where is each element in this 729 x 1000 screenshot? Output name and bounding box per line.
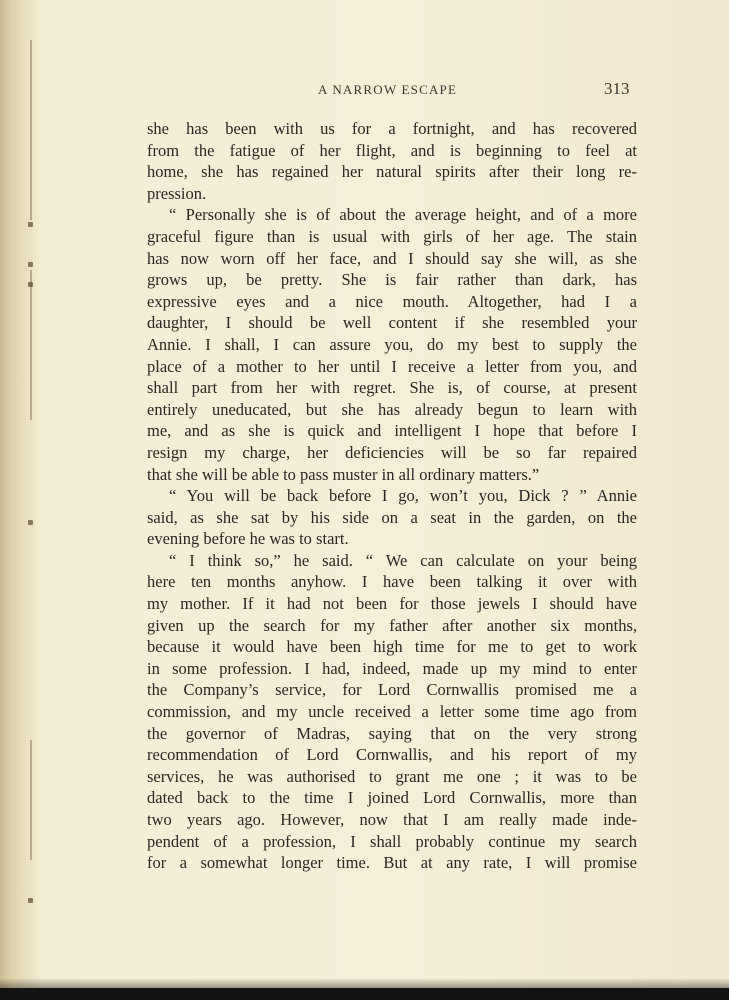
text-line: here ten months anyhow. I have been talking it over with [147, 572, 637, 592]
spine-shadow-line-middle [30, 270, 32, 420]
spine-shadow-line-upper [30, 40, 32, 220]
spine-mark [28, 262, 33, 267]
text-line: dated back to the time I joined Lord Cornwallis, more than [147, 788, 637, 808]
text-line: said, as she sat by his side on a seat in the garden, on the [147, 507, 637, 527]
scan-bottom-edge [0, 988, 729, 1000]
running-title: A NARROW ESCAPE [318, 82, 458, 97]
text-line: Annie. I shall, I can assure you, do my best to supply the [147, 334, 637, 354]
text-line: evening before he was to start. [147, 529, 349, 549]
text-line: she has been with us for a fortnight, and has recovered [147, 119, 637, 138]
bottom-shadow [0, 978, 729, 988]
text-line: “ Personally she is of about the average height, and of a more [169, 205, 637, 225]
text-line: for a somewhat longer time. But at any rate, I will promise [147, 853, 637, 873]
text-line: the Company’s service, for Lord Cornwallis promised me a [147, 680, 637, 700]
text-line: entirely uneducated, but she has already begun to learn with [147, 399, 637, 419]
text-line: because it would have been high time for me to get to work [147, 637, 637, 657]
text-line: has now worn off her face, and I should say she will, as she [147, 248, 637, 268]
text-line: daughter, I should be well content if she resembled your [147, 313, 637, 333]
page-binding-edge [0, 0, 40, 1000]
text-line: resign my charge, her deficiencies will be so far repaired [147, 442, 637, 462]
text-line: recommendation of Lord Cornwallis, and his report of my [147, 745, 637, 765]
text-line: graceful figure than is usual with girls of her age. The stain [147, 226, 637, 246]
text-line: “ I think so,” he said. “ We can calculate on your being [169, 550, 637, 570]
text-line: place of a mother to her until I receive a letter from you, and [147, 356, 637, 376]
text-line: home, she has regained her natural spirits after their long re- [147, 162, 637, 182]
text-line: commission, and my uncle received a letter some time ago from [147, 702, 637, 722]
text-line: pression. [147, 183, 207, 203]
body-text [147, 118, 637, 874]
text-line: shall part from her with regret. She is, of course, at present [147, 378, 637, 398]
text-line: “ You will be back before I go, won’t you, Dick ? ” Annie [169, 486, 637, 506]
spine-mark [28, 282, 33, 287]
text-line: from the fatigue of her flight, and is beginning to feel at [147, 140, 637, 160]
text-line: pendent of a profession, I shall probably continue my search [147, 831, 637, 851]
text-line: services, he was authorised to grant me one ; it was to be [147, 766, 637, 786]
spine-shadow-line-lower [30, 740, 32, 860]
text-line: the governor of Madras, saying that on the very strong [147, 723, 637, 743]
spine-mark [28, 222, 33, 227]
spine-mark [28, 520, 33, 525]
text-line: given up the search for my father after another six months, [147, 615, 637, 635]
text-line: that she will be able to pass muster in all ordinary matters.” [147, 464, 540, 484]
spine-mark [28, 898, 33, 903]
text-line: in some profession. I had, indeed, made up my mind to enter [147, 658, 637, 678]
text-line: my mother. If it had not been for those jewels I should have [147, 594, 637, 614]
text-line: two years ago. However, now that I am really made inde- [147, 810, 637, 829]
text-line: me, and as she is quick and intelligent I hope that before I [147, 421, 637, 441]
text-line: grows up, be pretty. She is fair rather than dark, has [147, 270, 637, 290]
page-number: 313 [604, 79, 630, 98]
text-line: expressive eyes and a nice mouth. Altogether, had I a [147, 291, 637, 311]
